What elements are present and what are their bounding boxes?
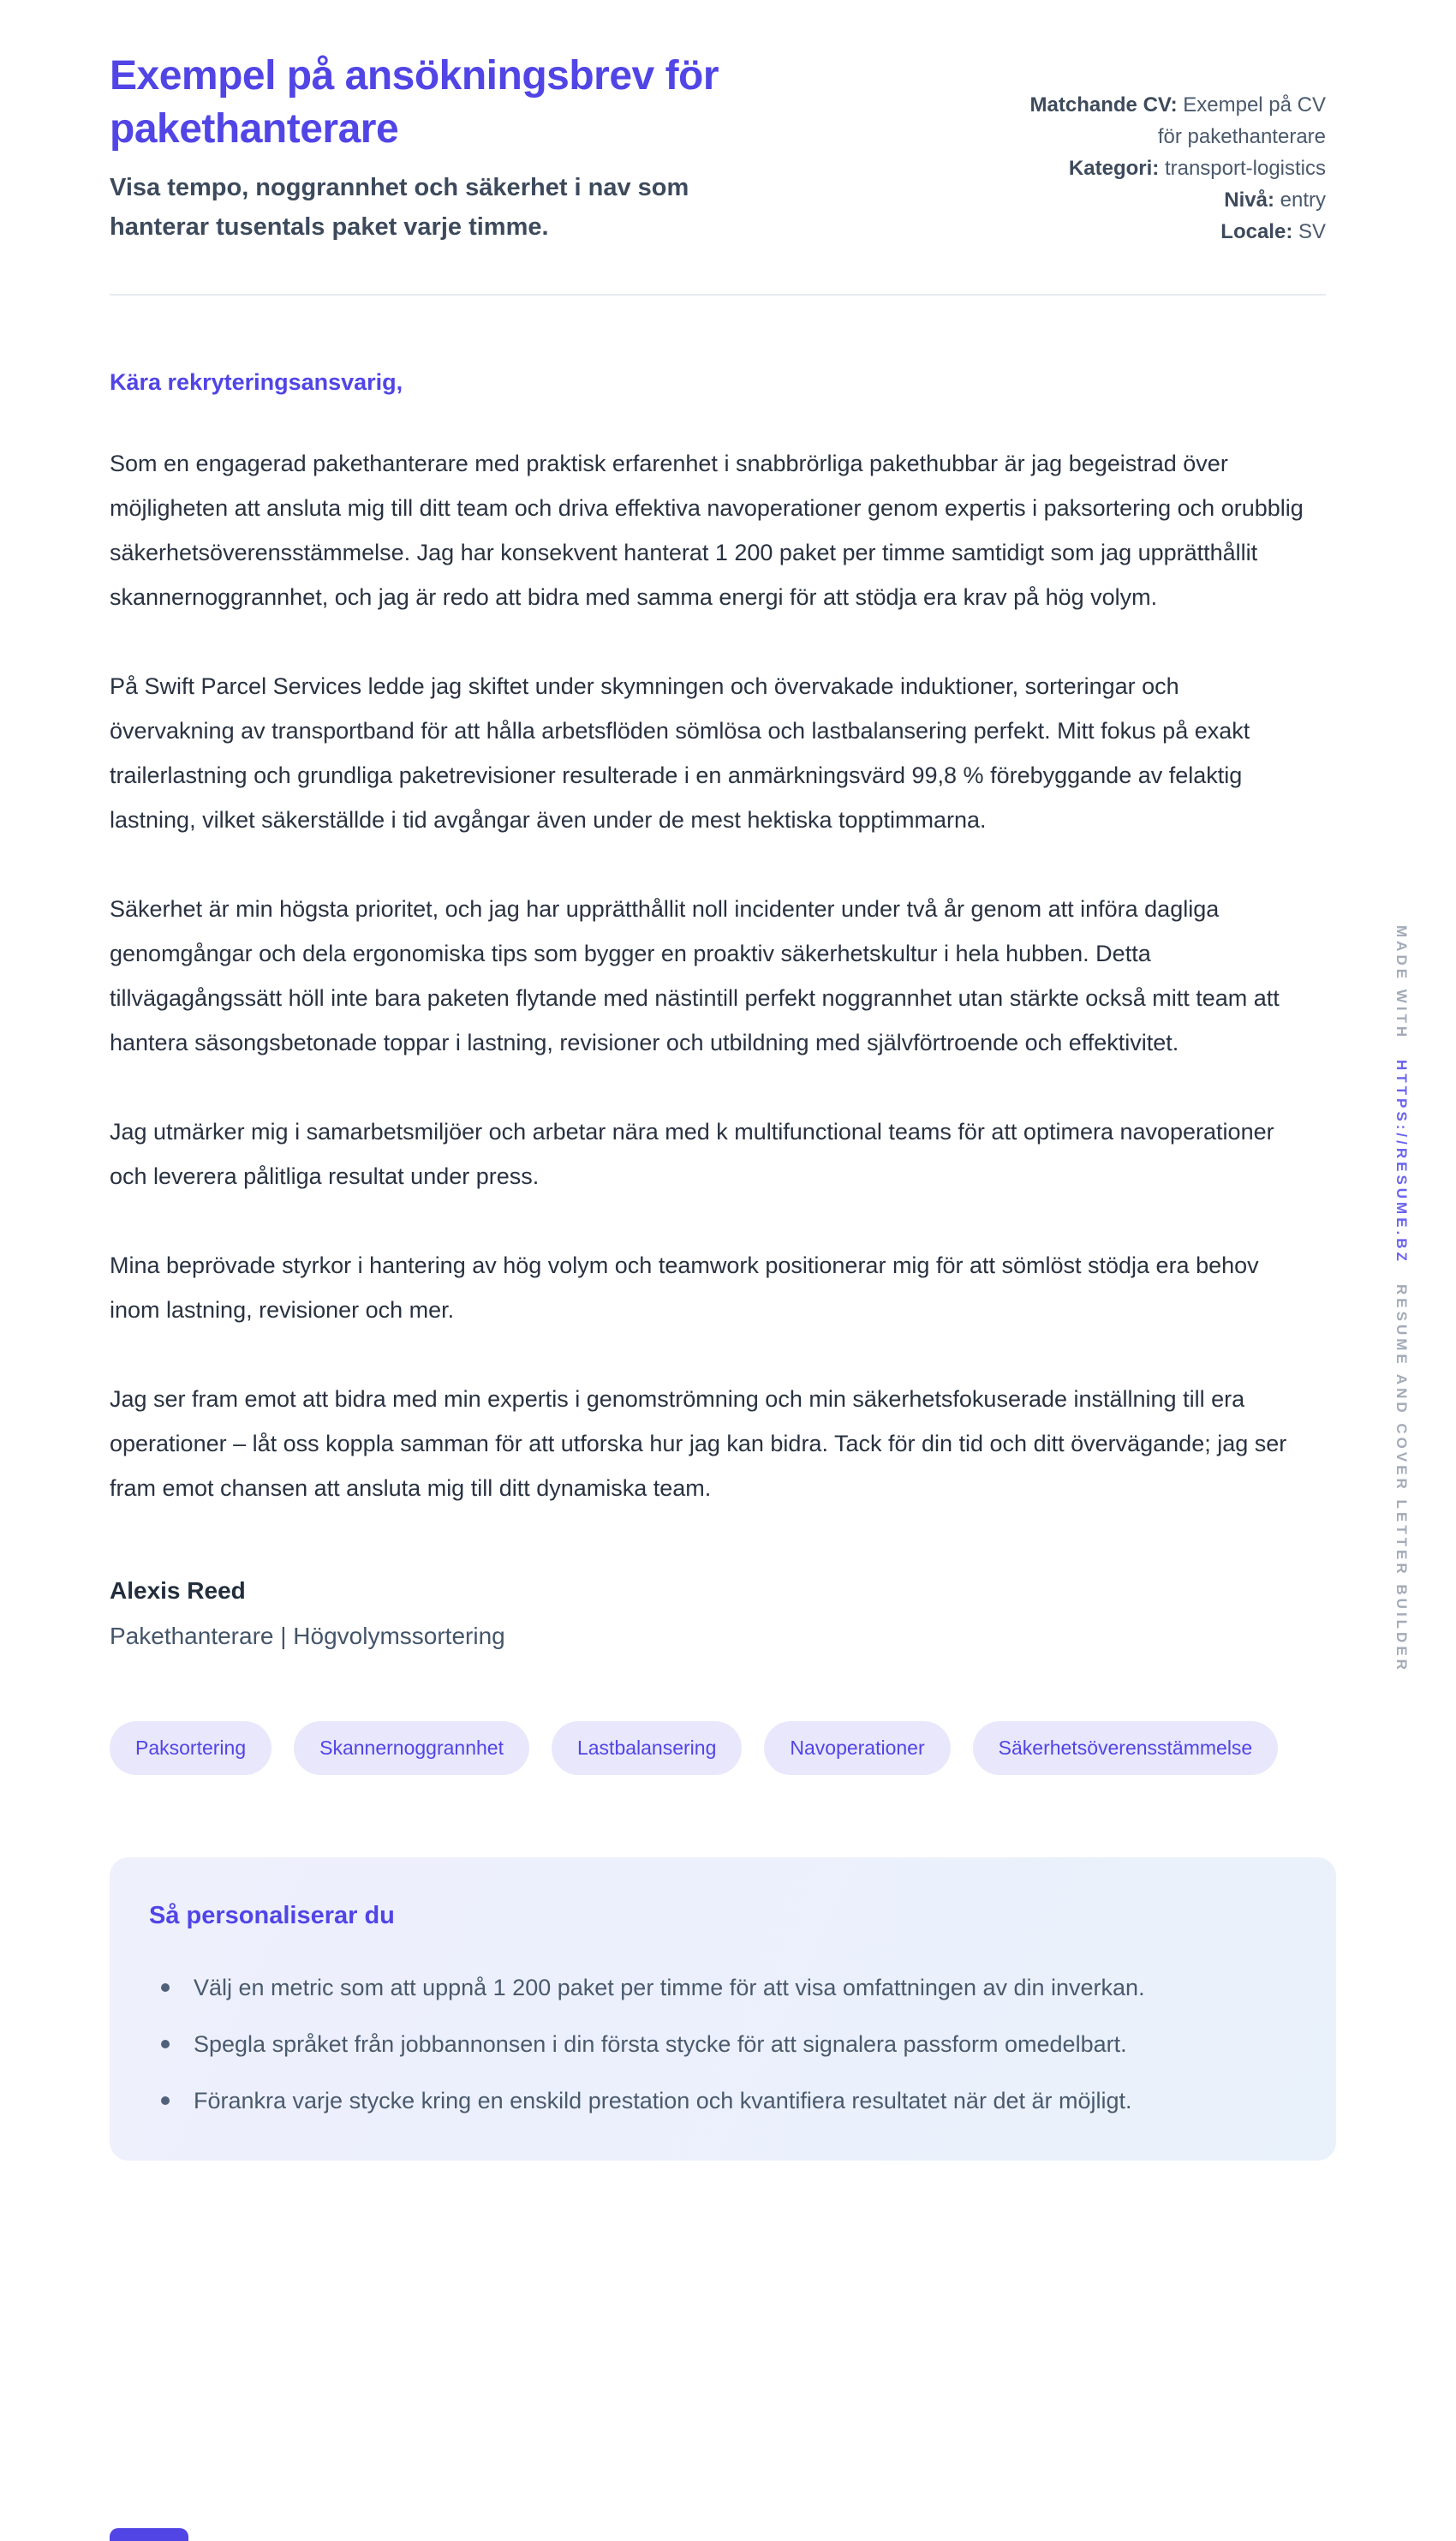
letter-paragraph: På Swift Parcel Services ledde jag skiftet under skymningen och övervakade induktioner, sorteringar och övervakning av transportband för att hålla arbetsflöden sömlösa och lastbalansering perfekt. Mitt fokus på exakt trailerlastning och grundliga paketrevisioner resulterade i en anmärkningsvärd 99,8 % förebyggande av felaktig lastning, vilket säkerställde i tid avgångar även under de mest hektiska topptimmarna.: [110, 673, 1250, 833]
meta-row-level: [1000, 184, 1326, 216]
watermark-tagline: RESUME AND COVER LETTER BUILDER: [1393, 1283, 1410, 1673]
tip-text: Spegla språket från jobbannonsen i din första stycke för att signalera passform omedelbart.: [194, 2031, 1127, 2057]
skill-tags: [110, 1721, 1326, 1775]
tips-list: [149, 1965, 1295, 2123]
page-subtitle: Visa tempo, noggrannhet och säkerhet i nav som hanterar tusentals paket varje timme.: [110, 174, 689, 241]
tips-card: [110, 1857, 1336, 2161]
signature-role: Pakethanterare | Högvolymssortering: [110, 1623, 505, 1649]
skill-tag: Navoperationer: [764, 1721, 950, 1775]
meta-row-category: [1000, 152, 1326, 184]
letter-paragraph: Jag utmärker mig i samarbetsmiljöer och arbetar nära med k multifunctional teams för att optimera navoperationer och leverera pålitliga resultat under press.: [110, 1119, 1274, 1189]
meta-value: Exempel på CV för pakethanterare: [1157, 93, 1326, 148]
header: [110, 50, 1326, 248]
letter-paragraph: Som en engagerad pakethanterare med praktisk erfarenhet i snabbrörliga pakethubbar är jag begeistrad över möjligheten att ansluta mig till ditt team och driva effektiva navoperationer genom expertis i paksortering och orubblig säkerhetsöverensstämmelse. Jag har konsekvent hanterat 1 200 paket per timme samtidigt som jag upprätthållit skannernoggrannhet, och jag är redo att bidra med samma energi för att stödja era krav på hög volym.: [110, 451, 1304, 610]
meta-value: entry: [1280, 188, 1326, 212]
content-column: [110, 0, 1326, 2161]
greeting: Kära rekryteringsansvarig,: [110, 369, 403, 395]
meta-label: Kategori:: [1068, 157, 1160, 180]
tip-item: [149, 1965, 1295, 2010]
skill-tag: Paksortering: [110, 1721, 272, 1775]
watermark-side-label: [1393, 925, 1410, 1673]
meta-value: transport-logistics: [1164, 157, 1326, 180]
job-meta: [1000, 89, 1326, 248]
meta-label: Matchande CV:: [1029, 93, 1178, 117]
tip-text: Förankra varje stycke kring en enskild prestation och kvantifiera resultatet när det är möjligt.: [194, 2088, 1132, 2114]
watermark-made-with: MADE WITH: [1393, 925, 1410, 1041]
bullet-dot-icon: [161, 1983, 170, 1992]
meta-label: Nivå:: [1224, 188, 1274, 212]
page-title: Exempel på ansökningsbrev för pakethanterare: [110, 53, 719, 152]
header-divider: [110, 294, 1326, 296]
tips-heading: Så personaliserar du: [149, 1902, 395, 1929]
header-title-block: [110, 50, 898, 247]
letter-paragraph: Jag ser fram emot att bidra med min expertis i genomströmning och min säkerhetsfokuserade inställning till era operationer – låt oss koppla samman för att utforska hur jag kan bidra. Tack för din tid och ditt övervägande; jag ser fram emot chansen att ansluta mig till ditt dynamiska team.: [110, 1386, 1287, 1501]
skill-tag: Skannernoggrannhet: [294, 1721, 529, 1775]
tip-item: [149, 2022, 1295, 2066]
bullet-dot-icon: [161, 2096, 170, 2105]
letter-paragraph: Säkerhet är min högsta prioritet, och jag har upprätthållit noll incidenter under två år genom att införa dagliga genomgångar och dela ergonomiska tips som bygger en proaktiv säkerhetskultur i hela hubben. Detta tillvägagångssätt höll inte bara paketen flytande med nästintill perfekt noggrannhet utan stärkte också mitt team att hantera säsongsbetonade toppar i lastning, revisioner och utbildning med självförtroende och effektivitet.: [110, 896, 1280, 1055]
tip-text: Välj en metric som att uppnå 1 200 paket per timme för att visa omfattningen av din inverkan.: [194, 1975, 1145, 2000]
letter-body: [110, 368, 1326, 1653]
meta-value: SV: [1298, 220, 1326, 243]
meta-row-matching-cv: [1000, 89, 1326, 152]
signature-name: Alexis Reed: [110, 1577, 246, 1604]
tip-item: [149, 2078, 1295, 2123]
meta-label: Locale:: [1220, 220, 1293, 243]
letter-paragraph: Mina beprövade styrkor i hantering av hög volym och teamwork positionerar mig för att sömlöst stödja era behov inom lastning, revisioner och mer.: [110, 1253, 1259, 1323]
bottom-cta-peek[interactable]: [110, 2528, 188, 2541]
skill-tag: Säkerhetsöverensstämmelse: [973, 1721, 1279, 1775]
watermark-site-link[interactable]: HTTPS://RESUME.BZ: [1393, 1059, 1410, 1265]
bullet-dot-icon: [161, 2040, 170, 2048]
meta-row-locale: [1000, 216, 1326, 248]
skill-tag: Lastbalansering: [552, 1721, 742, 1775]
